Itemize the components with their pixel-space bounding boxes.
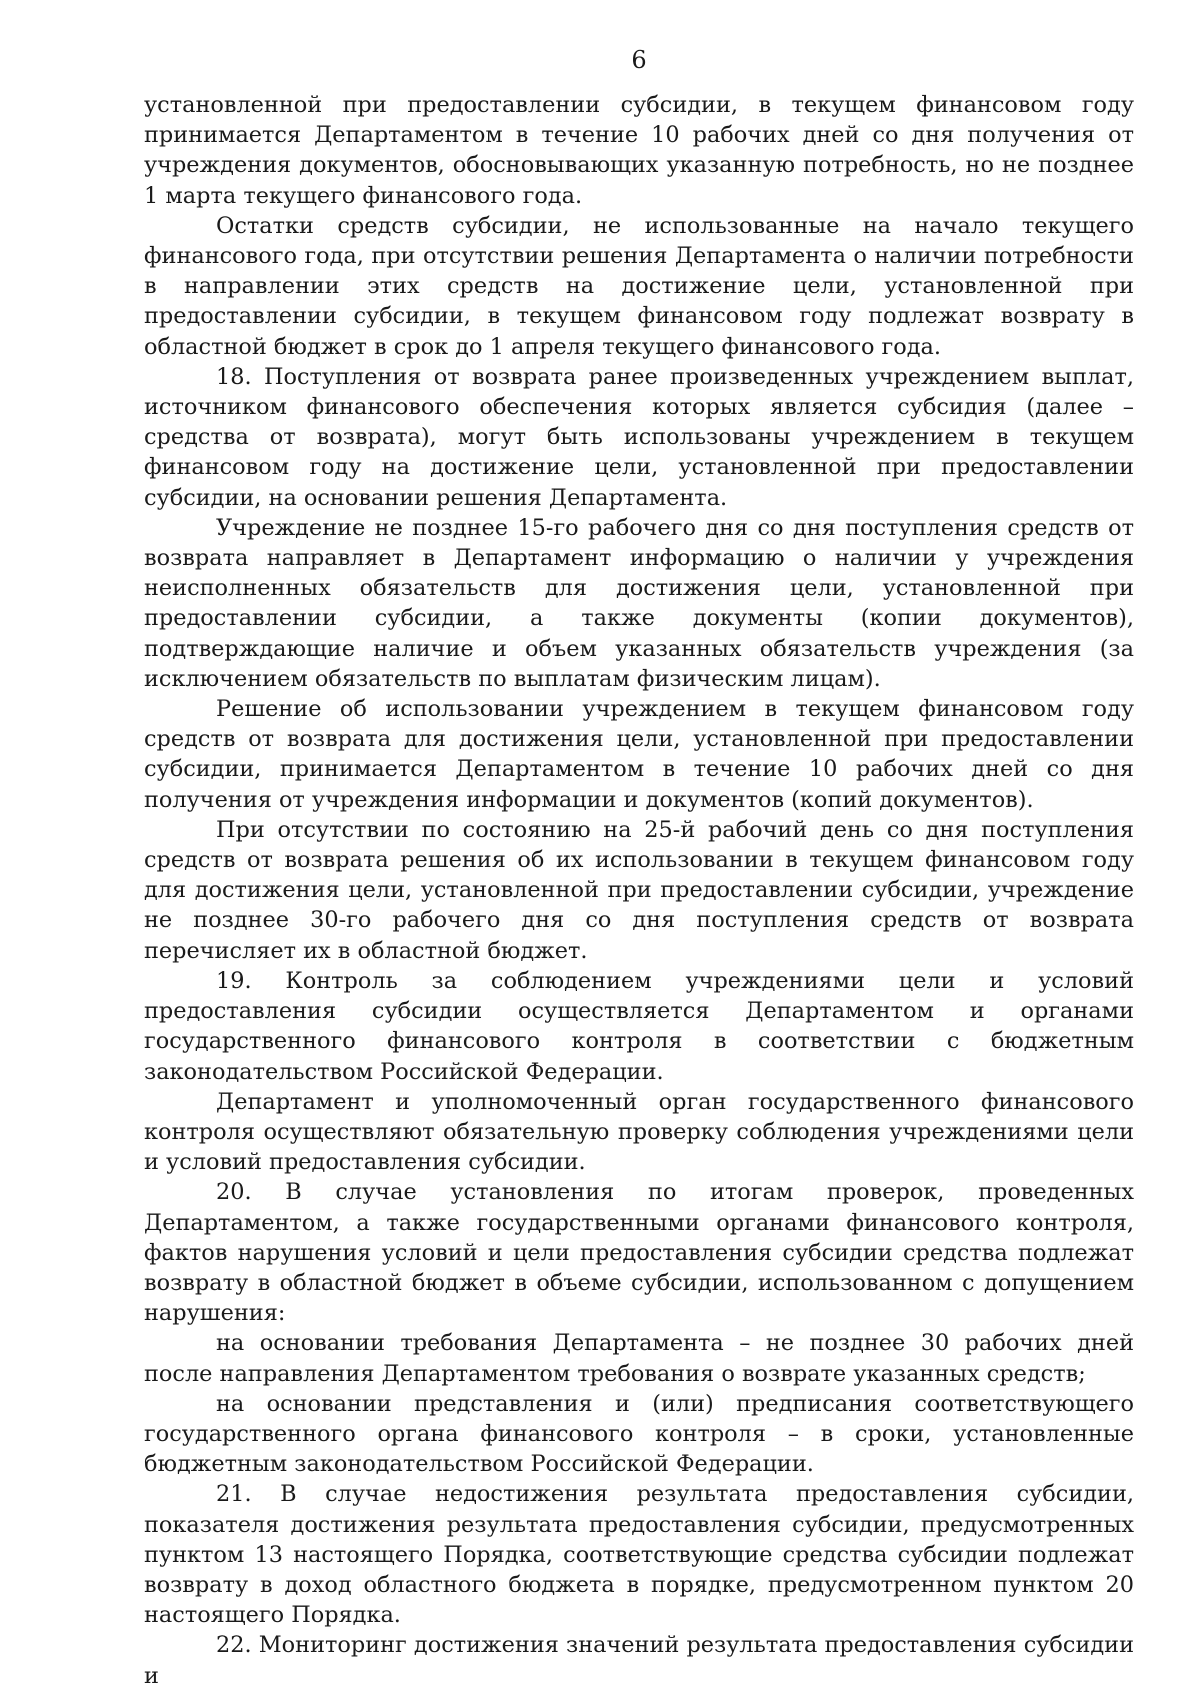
paragraph: Остатки средств субсидии, не использованные на начало текущего финансового года, при отсутствии решения Департамента о наличии потребности в направлении этих средств на достижение цели, установленной при предоставлении субсидии, в текущем финансовом году подлежат возврату в областной бюджет в срок до 1 апреля текущего финансового года.: [144, 212, 1134, 360]
paragraph: Решение об использовании учреждением в текущем финансовом году средств от возврата для достижения цели, установленной при предоставлении субсидии, принимается Департаментом в течение 10 рабочих дней со дня получения от учреждения информации и документов (копий документов).: [144, 696, 1134, 813]
document-page: [144, 44, 1134, 1691]
page-number: 6: [631, 46, 647, 74]
paragraph: 19. Контроль за соблюдением учреждениями цели и условий предоставления субсидии осуществляется Департаментом и органами государственного финансового контроля в соответствии с бюджетным законодательством Российской Федерации.: [144, 967, 1134, 1085]
paragraph: установленной при предоставлении субсидии, в текущем финансовом году принимается Департаментом в течение 10 рабочих дней со дня получения от учреждения документов, обосновывающих указанную потребность, но не позднее 1 марта текущего финансового года.: [144, 92, 1134, 209]
paragraph: При отсутствии по состоянию на 25-й рабочий день со дня поступления средств от возврата решения об их использовании в текущем финансовом году для достижения цели, установленной при предоставлении субсидии, учреждение не позднее 30-го рабочего дня со дня поступления средств от возврата перечисляет их в областной бюджет.: [144, 816, 1134, 964]
paragraph: Учреждение не позднее 15-го рабочего дня со дня поступления средств от возврата направляет в Департамент информацию о наличии у учреждения неисполненных обязательств для достижения цели, установленной при предоставлении субсидии, а также документы (копии документов), подтверждающие наличие и объем указанных обязательств учреждения (за исключением обязательств по выплатам физическим лицам).: [144, 514, 1134, 692]
paragraph: 22. Мониторинг достижения значений результата предоставления субсидии и: [144, 1632, 1134, 1689]
paragraph: 18. Поступления от возврата ранее произведенных учреждением выплат, источником финансового обеспечения которых является субсидия (далее – средства от возврата), могут быть использованы учреждением в текущем финансовом году на достижение цели, установленной при предоставлении субсидии, на основании решения Департамента.: [144, 363, 1134, 511]
paragraph: на основании требования Департамента – не позднее 30 рабочих дней после направления Департаментом требования о возврате указанных средств;: [144, 1330, 1134, 1387]
document-body: [144, 90, 1134, 1691]
paragraph: на основании представления и (или) предписания соответствующего государственного органа финансового контроля – в сроки, установленные бюджетным законодательством Российской Федерации.: [144, 1390, 1134, 1478]
paragraph: 21. В случае недостижения результата предоставления субсидии, показателя достижения результата предоставления субсидии, предусмотренных пунктом 13 настоящего Порядка, соответствующие средства субсидии подлежат возврату в доход областного бюджета в порядке, предусмотренном пунктом 20 настоящего Порядка.: [144, 1481, 1134, 1629]
paragraph: 20. В случае установления по итогам проверок, проведенных Департаментом, а также государственными органами финансового контроля, фактов нарушения условий и цели предоставления субсидии средства подлежат возврату в областной бюджет в объеме субсидии, использованном с допущением нарушения:: [144, 1179, 1134, 1327]
paragraph: Департамент и уполномоченный орган государственного финансового контроля осуществляют обязательную проверку соблюдения учреждениями цели и условий предоставления субсидии.: [144, 1088, 1134, 1176]
